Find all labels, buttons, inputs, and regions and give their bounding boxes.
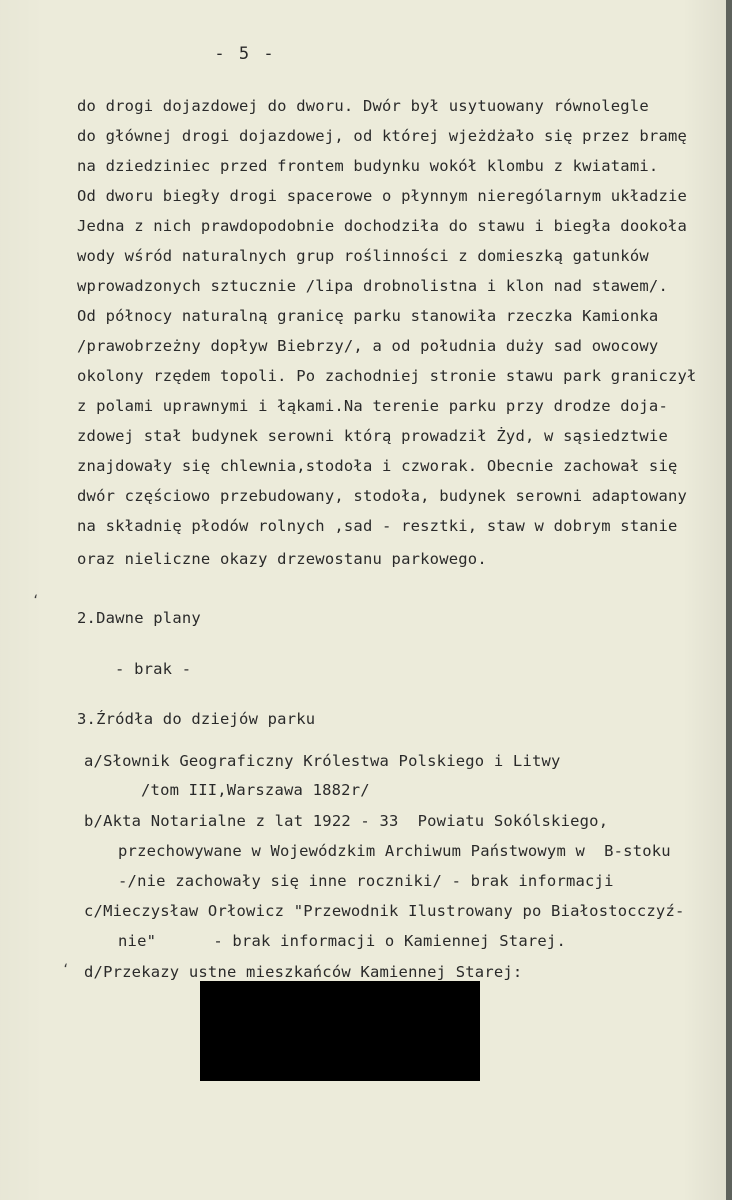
- paragraph-line: na dziedziniec przed frontem budynku wokół klombu z kwiatami.: [77, 157, 659, 175]
- paragraph-line: znajdowały się chlewnia,stodoła i czworak. Obecnie zachował się: [77, 457, 678, 475]
- paragraph-line: oraz nieliczne okazy drzewostanu parkowego.: [77, 550, 487, 568]
- paragraph-line: do drogi dojazdowej do dworu. Dwór był usytuowany równolegle: [77, 97, 649, 115]
- redaction-block: [200, 981, 480, 1081]
- paragraph-line: okolony rzędem topoli. Po zachodniej stronie stawu park graniczył: [77, 367, 697, 385]
- source-item-a-cont: /tom III,Warszawa 1882r/: [141, 781, 370, 799]
- source-item-c-cont: nie" - brak informacji o Kamiennej Starej.: [118, 932, 566, 950]
- source-item-b: b/Akta Notarialne z lat 1922 - 33 Powiatu Sokólskiego,: [84, 812, 609, 830]
- source-item-b-cont: -/nie zachowały się inne roczniki/ - brak informacji: [118, 872, 614, 890]
- scan-edge: [726, 0, 732, 1200]
- paragraph-line: z polami uprawnymi i łąkami.Na terenie parku przy drodze doja-: [77, 397, 668, 415]
- paragraph-line: dwór częściowo przebudowany, stodoła, budynek serowni adaptowany: [77, 487, 688, 505]
- source-item-c: c/Mieczysław Orłowicz "Przewodnik Ilustrowany po Białostocczyź-: [84, 902, 685, 920]
- source-item-a: a/Słownik Geograficzny Królestwa Polskiego i Litwy: [84, 752, 561, 770]
- source-item-b-cont: przechowywane w Wojewódzkim Archiwum Państwowym w B-stoku: [118, 842, 671, 860]
- margin-tick: ‘: [32, 593, 40, 607]
- paragraph-line: wprowadzonych sztucznie /lipa drobnolistna i klon nad stawem/.: [77, 277, 668, 295]
- paragraph-line: Jedna z nich prawdopodobnie dochodziła do stawu i biegła dookoła: [77, 217, 688, 235]
- page-number: - 5 -: [214, 44, 276, 64]
- section-2-body: - brak -: [115, 660, 192, 678]
- section-3-heading: 3.Źródła do dziejów parku: [77, 710, 316, 728]
- margin-tick: ‘: [62, 962, 70, 976]
- paragraph-line: na składnię płodów rolnych ,sad - resztki, staw w dobrym stanie: [77, 517, 678, 535]
- paragraph-line: wody wśród naturalnych grup roślinności z domieszką gatunków: [77, 247, 649, 265]
- source-item-d: d/Przekazy ustne mieszkańców Kamiennej Starej:: [84, 963, 523, 981]
- paragraph-line: do głównej drogi dojazdowej, od której wjeżdżało się przez bramę: [77, 127, 688, 145]
- section-2-heading: 2.Dawne plany: [77, 609, 201, 627]
- paragraph-line: Od północy naturalną granicę parku stanowiła rzeczka Kamionka: [77, 307, 659, 325]
- paragraph-line: zdowej stał budynek serowni którą prowadził Żyd, w sąsiedztwie: [77, 427, 668, 445]
- paragraph-line: Od dworu biegły drogi spacerowe o płynnym nierególarnym układzie: [77, 187, 688, 205]
- paragraph-line: /prawobrzeżny dopływ Biebrzy/, a od południa duży sad owocowy: [77, 337, 659, 355]
